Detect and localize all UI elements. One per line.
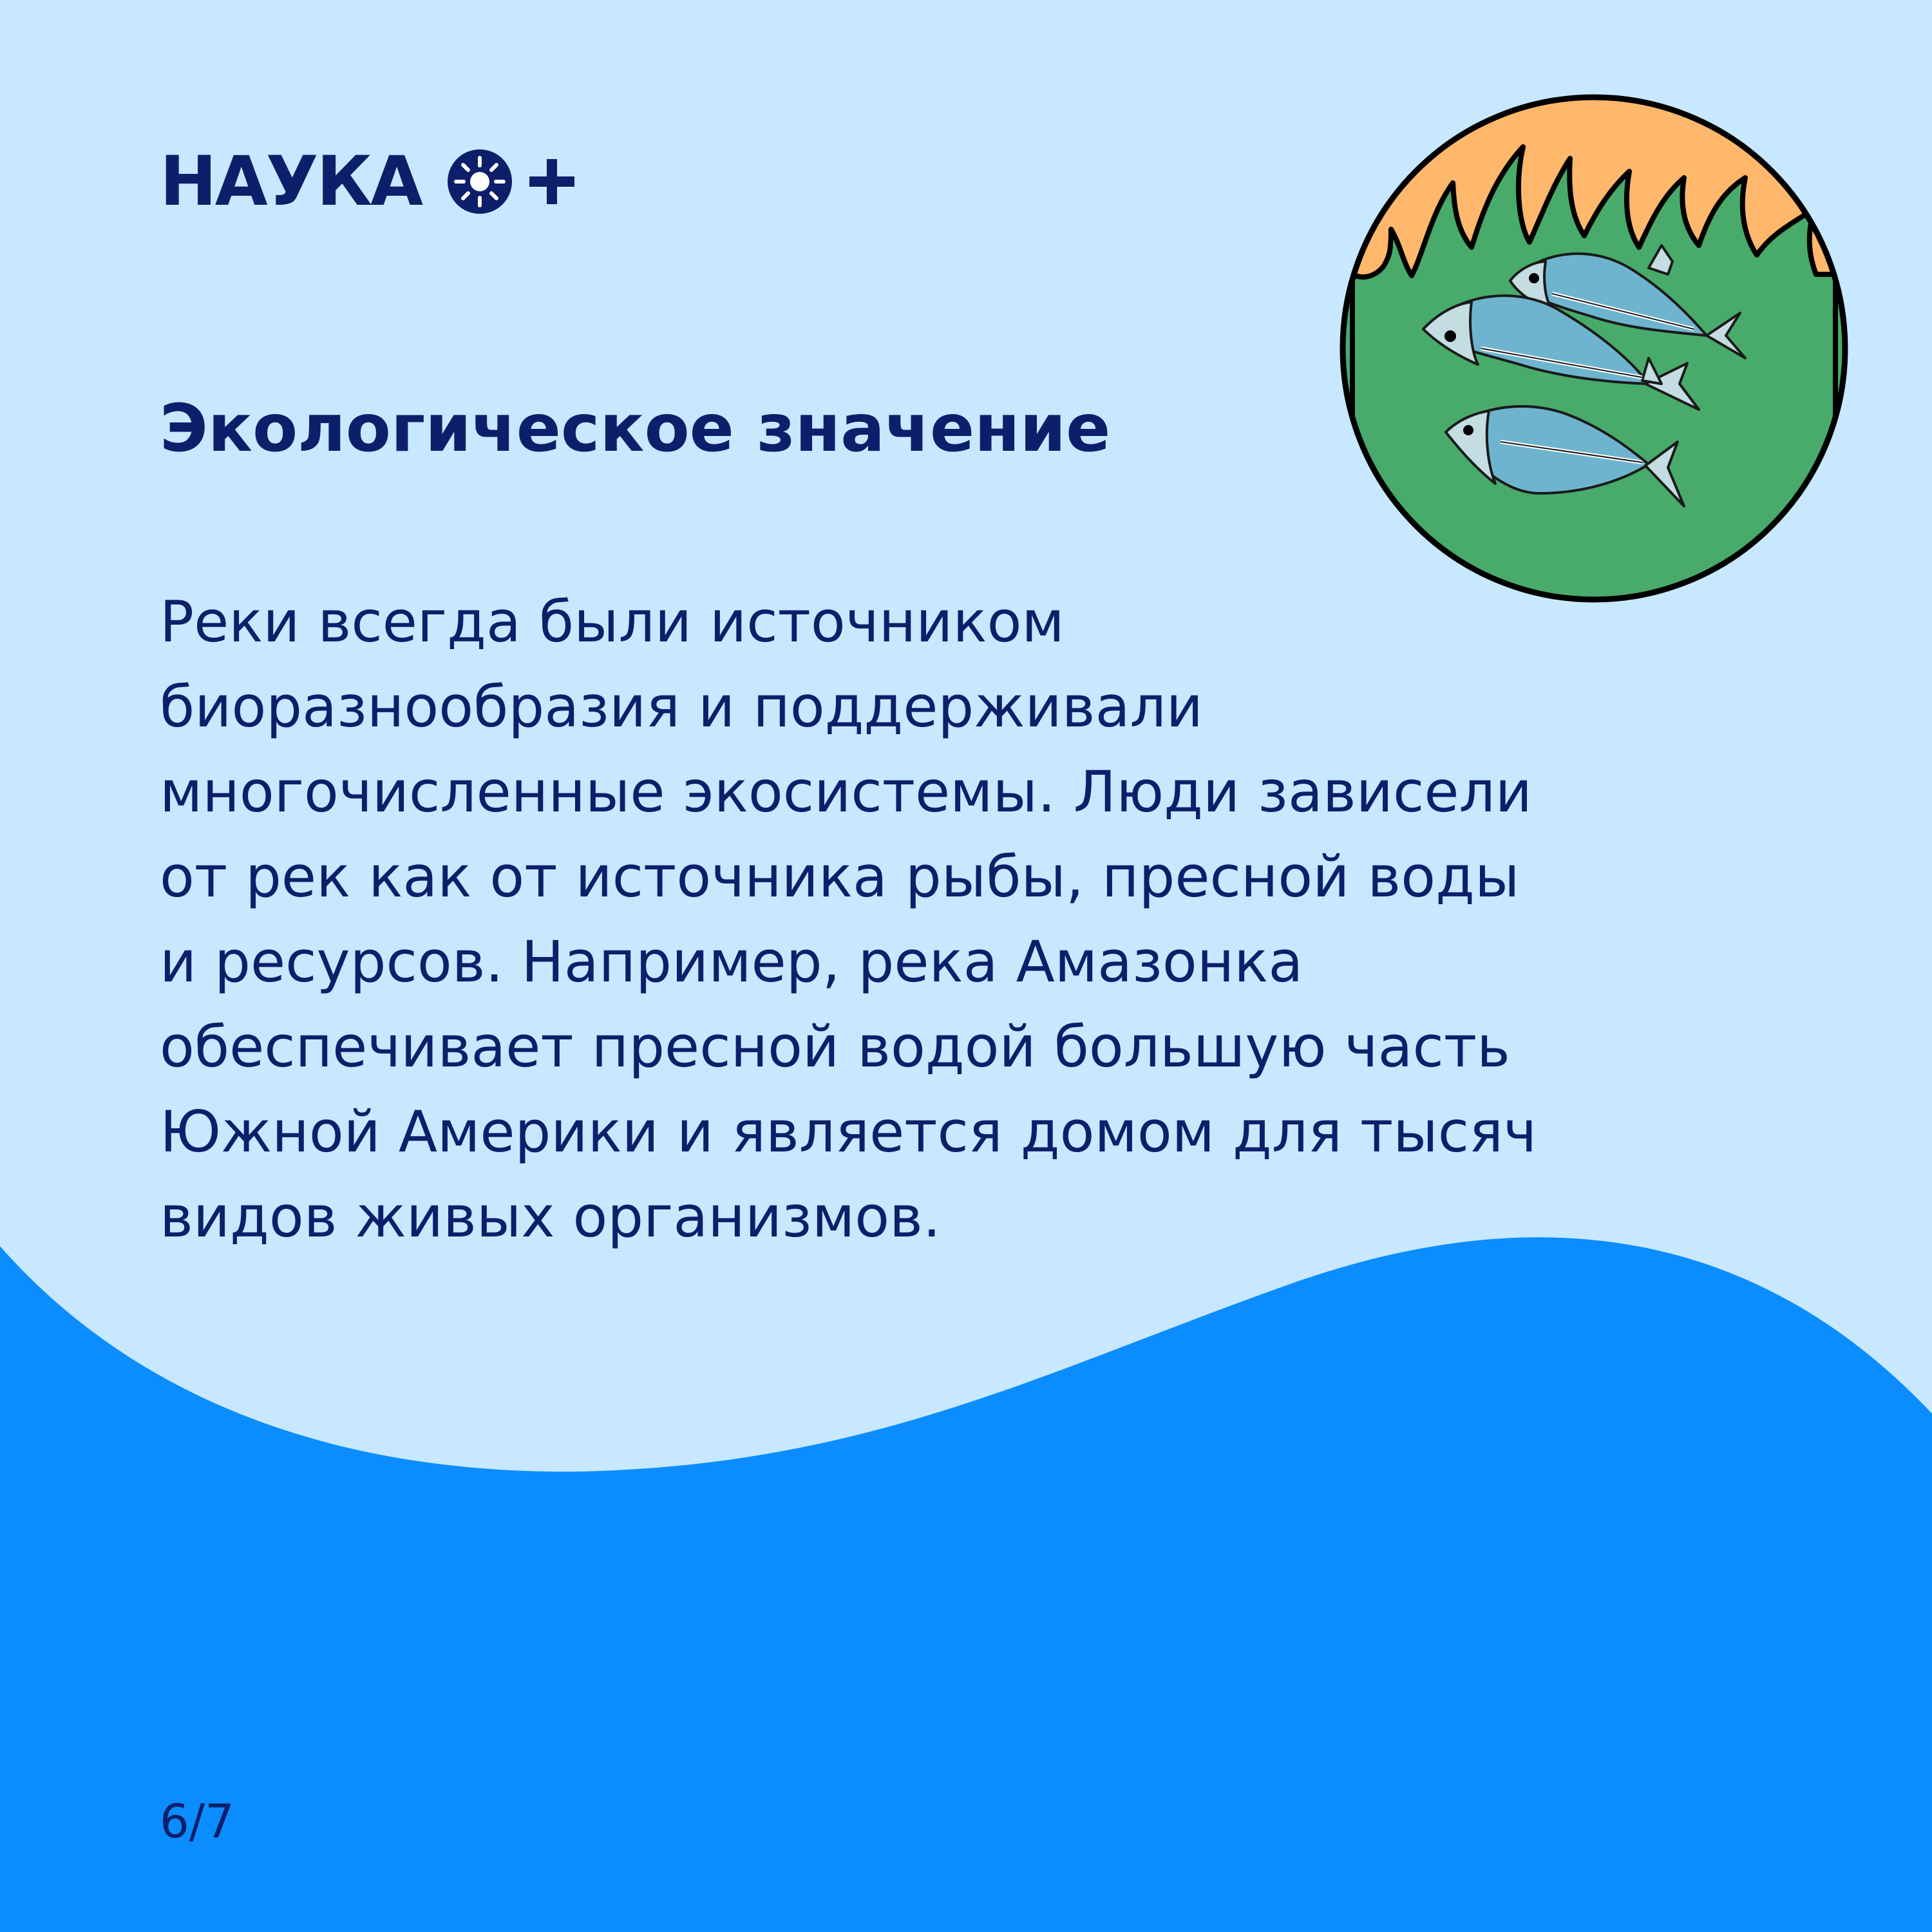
page-number: 6/7 <box>160 1794 234 1848</box>
body-paragraph <box>160 580 1808 1260</box>
body-line: биоразнообразия и поддерживали <box>160 674 1203 740</box>
body-line: Реки всегда были источником <box>160 589 1065 655</box>
body-line: от рек как от источника рыбы, пресной воды <box>160 844 1520 910</box>
sun-plus-icon <box>444 146 577 217</box>
body-line: многочисленные экосистемы. Люди зависели <box>160 759 1532 825</box>
brand-name: НАУКА <box>160 142 422 221</box>
brand-logo <box>160 143 577 220</box>
body-line: Южной Америки и является домом для тысяч <box>160 1099 1537 1165</box>
body-line: обеспечивает пресной водой большую часть <box>160 1014 1510 1080</box>
page-title: Экологическое значение <box>160 390 1111 467</box>
body-line: и ресурсов. Например, река Амазонка <box>160 929 1303 995</box>
fish-in-grass-icon <box>1327 81 1861 616</box>
wave-shape <box>0 1237 1932 1932</box>
body-line: видов живых организмов. <box>160 1184 941 1250</box>
